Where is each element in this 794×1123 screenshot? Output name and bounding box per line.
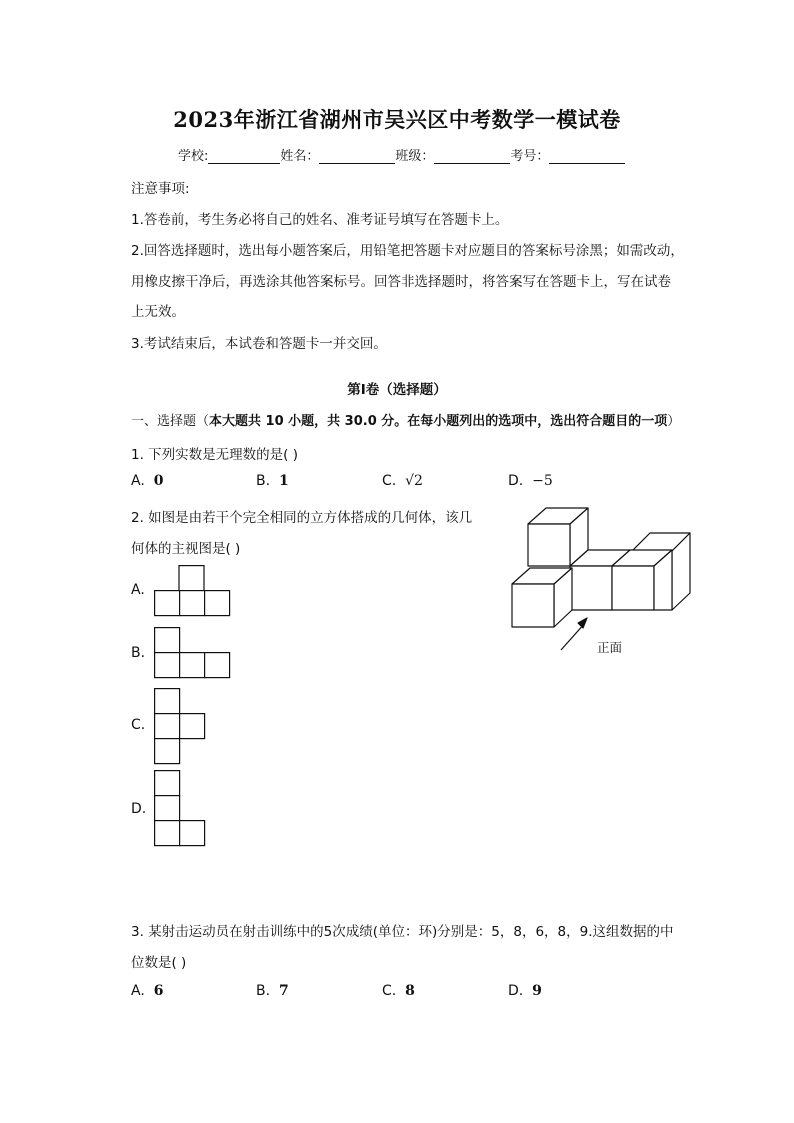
- class-blank: [434, 149, 510, 164]
- q2-option-b-figure: [154, 627, 232, 679]
- q3-option-c: C. 8: [382, 983, 415, 999]
- q2-option-a-figure: [154, 565, 232, 617]
- q2-option-d-label: D.: [131, 801, 147, 817]
- square-cell: [179, 566, 204, 591]
- exam-title: 2023年浙江省湖州市吴兴区中考数学一模试卷: [173, 107, 621, 132]
- notice-item: 上无效。: [131, 304, 185, 320]
- cube-front-face: [528, 524, 570, 566]
- q2-option-c-label: C.: [131, 717, 146, 733]
- notice-item: 用橡皮擦干净后，再选涂其他答案标号。回答非选择题时，将答案写在答题卡上，写在试卷: [131, 274, 671, 290]
- notice-heading: 注意事项:: [131, 181, 190, 197]
- square-cell: [180, 591, 205, 616]
- q3-option-d: D. 9: [508, 983, 542, 999]
- q1-stem: 1. 下列实数是无理数的是( ): [131, 447, 298, 463]
- square-cell: [155, 689, 180, 714]
- q1-option-a: A. 0: [131, 473, 164, 489]
- q3-option-a: A. 6: [131, 983, 164, 999]
- square-cell: [205, 591, 230, 616]
- notice-item: 2.回答选择题时，选出每小题答案后，用铅笔把答题卡对应题目的答案标号涂黑；如需改动，: [131, 243, 684, 259]
- square-cell: [155, 821, 180, 846]
- q2-option-c-figure: [154, 688, 208, 766]
- section-detail: 本大题共 10 小题，共 30.0 分。在每小题列出的选项中，选出符合题目的一项: [209, 414, 668, 429]
- section-prefix: 一、选择题（: [131, 414, 210, 429]
- q1-option-b: B. 1: [256, 473, 289, 489]
- square-cell: [155, 628, 180, 653]
- square-cell: [155, 591, 180, 616]
- square-cell: [180, 714, 205, 739]
- q1-option-c: C. √2: [382, 473, 423, 489]
- front-view-label: 正面: [597, 640, 623, 655]
- q2-option-d-figure: [154, 770, 208, 848]
- square-cell: [155, 714, 180, 739]
- q2-stem-line2: 何体的主视图是( ): [131, 541, 241, 557]
- school-blank: [208, 149, 280, 164]
- notice-item: 3.考试结束后，本试卷和答题卡一并交回。: [131, 336, 387, 352]
- q1-option-d: D. −5: [508, 473, 553, 489]
- square-cell: [155, 796, 180, 821]
- class-label: 班级：: [395, 149, 435, 164]
- square-cell: [180, 653, 205, 678]
- name-label: 姓名：: [280, 149, 320, 164]
- cube-front-face: [612, 566, 654, 610]
- name-blank: [319, 149, 395, 164]
- square-cell: [155, 771, 180, 796]
- section-heading: [131, 410, 680, 429]
- q3-stem-line1: 3. 某射击运动员在射击训练中的5次成绩(单位：环)分别是：5，8，6，8，9.这组数据的中: [131, 924, 674, 940]
- cube-front-face: [570, 566, 612, 610]
- view-arrow-head: [578, 618, 587, 628]
- cube-front-face: [512, 584, 554, 627]
- q3-option-b: B. 7: [256, 983, 289, 999]
- square-cell: [155, 739, 180, 764]
- square-cell: [205, 653, 230, 678]
- q2-solid-figure: [505, 500, 695, 660]
- q3-stem-line2: 位数是( ): [131, 955, 187, 971]
- q2-option-b-label: B.: [131, 645, 146, 661]
- section-suffix: ）: [667, 414, 681, 429]
- school-label: 学校:: [178, 149, 209, 164]
- q2-option-a-label: A.: [131, 582, 145, 598]
- q2-stem-line1: 2. 如图是由若干个完全相同的立方体搭成的几何体，该几: [131, 510, 473, 526]
- notice-item: 1.答卷前，考生务必将自己的姓名、准考证号填写在答题卡上。: [131, 212, 509, 228]
- square-cell: [155, 653, 180, 678]
- student-info-line: [178, 145, 625, 164]
- square-cell: [180, 821, 205, 846]
- exam-no-label: 考号：: [510, 149, 550, 164]
- part-title: 第I卷（选择题）: [347, 382, 447, 398]
- exam-no-blank: [549, 149, 625, 164]
